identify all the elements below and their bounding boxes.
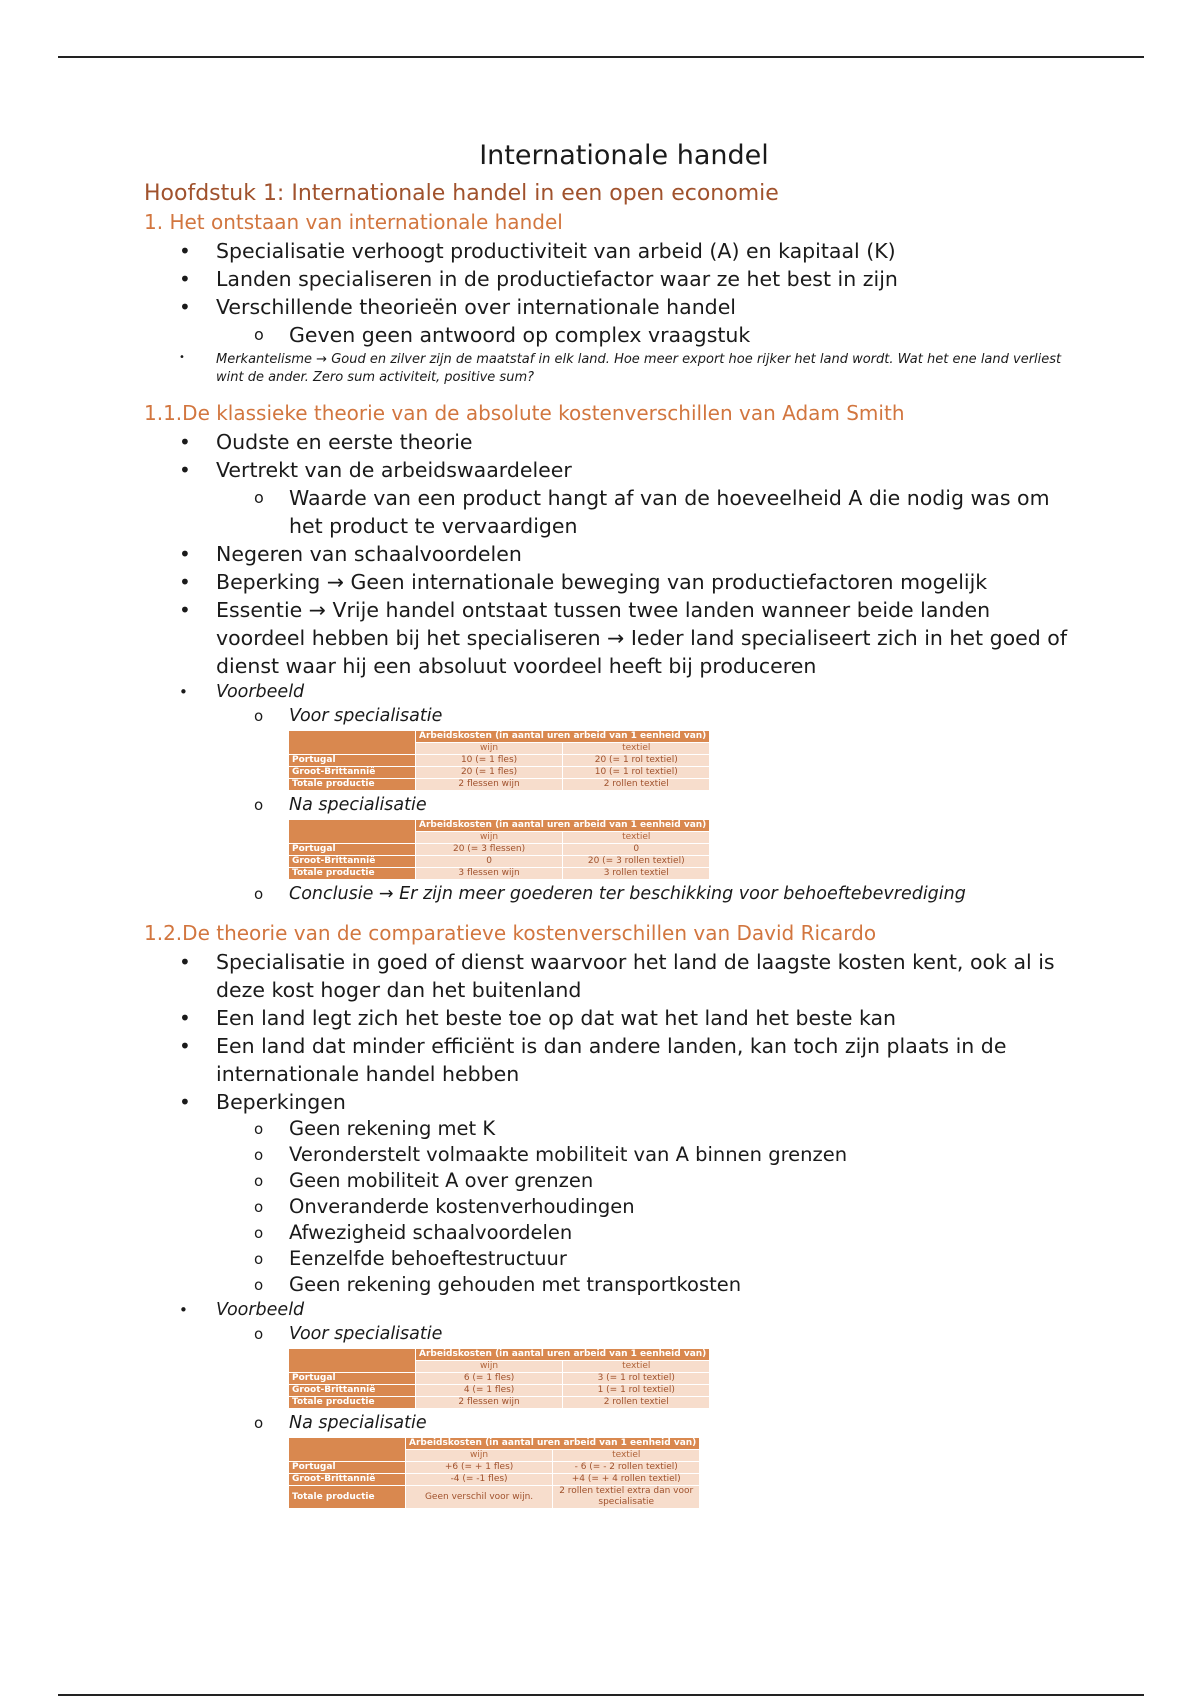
limitation-item: o Geen mobiliteit A over grenzen bbox=[144, 1168, 1074, 1194]
table-cell: - 6 (= - 2 rollen textiel) bbox=[553, 1462, 700, 1474]
row-label: Groot-Brittannië bbox=[289, 767, 416, 779]
table-cell: +6 (= + 1 fles) bbox=[406, 1462, 553, 1474]
table-cell: 2 flessen wijn bbox=[416, 1397, 563, 1409]
table-cell: 2 rollen textiel bbox=[563, 779, 710, 791]
table-corner bbox=[289, 820, 416, 844]
table-cell: 4 (= 1 fles) bbox=[416, 1385, 563, 1397]
ricardo-after-table bbox=[288, 1437, 700, 1509]
row-label: Groot-Brittannië bbox=[289, 856, 416, 868]
table-header: Arbeidskosten (in aantal uren arbeid van 1 eenheid van) bbox=[416, 731, 710, 743]
table-cell: 3 (= 1 rol textiel) bbox=[563, 1373, 710, 1385]
limitation-item: o Veronderstelt volmaakte mobiliteit van A binnen grenzen bbox=[144, 1142, 1074, 1168]
sub-list-item: o Waarde van een product hangt af van de hoeveelheid A die nodig was om het product te vervaardigen bbox=[144, 484, 1074, 540]
section-1-2-list bbox=[144, 948, 1074, 1347]
section-1-heading: 1. Het ontstaan van internationale handel bbox=[144, 210, 563, 234]
table-cell: 20 (= 1 fles) bbox=[416, 767, 563, 779]
adam-smith-after-table bbox=[288, 819, 710, 880]
col-header-wine: wijn bbox=[406, 1450, 553, 1462]
limitation-item: o Geen rekening gehouden met transportkosten bbox=[144, 1272, 1074, 1298]
col-header-wine: wijn bbox=[416, 1361, 563, 1373]
section-1-1-list-after bbox=[144, 793, 1074, 818]
col-header-textile: textiel bbox=[563, 743, 710, 755]
table-cell: -4 (= -1 fles) bbox=[406, 1474, 553, 1486]
table-cell: 20 (= 3 flessen) bbox=[416, 844, 563, 856]
table-cell: 6 (= 1 fles) bbox=[416, 1373, 563, 1385]
table-cell: 20 (= 1 rol textiel) bbox=[563, 755, 710, 767]
list-item: • Beperking → Geen internationale beweging van productiefactoren mogelijk bbox=[144, 568, 1074, 596]
list-item: • Vertrekt van de arbeidswaardeleer bbox=[144, 456, 1074, 484]
list-item: • Oudste en eerste theorie bbox=[144, 428, 1074, 456]
list-item: • Beperkingen bbox=[144, 1088, 1074, 1116]
document-title: Internationale handel bbox=[479, 140, 769, 171]
table-cell: +4 (= + 4 rollen textiel) bbox=[553, 1474, 700, 1486]
col-header-textile: textiel bbox=[563, 1361, 710, 1373]
table-cell: 1 (= 1 rol textiel) bbox=[563, 1385, 710, 1397]
section-1-2-list-after bbox=[144, 1411, 1074, 1436]
list-item: • Specialisatie verhoogt productiviteit van arbeid (A) en kapitaal (K) bbox=[144, 237, 1074, 265]
bottom-rule bbox=[58, 1694, 1144, 1696]
section-1-2-heading: 1.2.De theorie van de comparatieve kostenverschillen van David Ricardo bbox=[144, 921, 877, 945]
row-label: Groot-Brittannië bbox=[289, 1385, 416, 1397]
table-header: Arbeidskosten (in aantal uren arbeid van 1 eenheid van) bbox=[416, 820, 710, 832]
example-label: • Voorbeeld bbox=[144, 680, 1074, 704]
adam-smith-before-table bbox=[288, 730, 710, 791]
row-label: Totale productie bbox=[289, 779, 416, 791]
sub-list-item: o Geven geen antwoord op complex vraagstuk bbox=[144, 321, 1074, 349]
table-cell: 2 rollen textiel bbox=[563, 1397, 710, 1409]
mercantilism-note: • Merkantelisme → Goud en zilver zijn de maatstaf in elk land. Hoe meer export hoe rijker het land wordt. Wat het ene land verliest wint de ander. Zero sum activiteit, positive sum? bbox=[144, 349, 1074, 387]
col-header-textile: textiel bbox=[553, 1450, 700, 1462]
table-corner bbox=[289, 731, 416, 755]
table-cell: 0 bbox=[563, 844, 710, 856]
table-cell: 10 (= 1 fles) bbox=[416, 755, 563, 767]
table-cell: 2 rollen textiel extra dan voor specialisatie bbox=[553, 1486, 700, 1509]
list-item: • Een land dat minder efficiënt is dan andere landen, kan toch zijn plaats in de internationale handel hebben bbox=[144, 1032, 1074, 1088]
after-specialisation-label: o Na specialisatie bbox=[144, 1411, 1074, 1436]
ricardo-before-table bbox=[288, 1348, 710, 1409]
section-1-list bbox=[144, 237, 1074, 387]
table-cell: 10 (= 1 rol textiel) bbox=[563, 767, 710, 779]
table-header: Arbeidskosten (in aantal uren arbeid van 1 eenheid van) bbox=[406, 1438, 700, 1450]
after-specialisation-label: o Na specialisatie bbox=[144, 793, 1074, 818]
table-corner bbox=[289, 1438, 406, 1462]
section-1-1-conclusion-list bbox=[144, 882, 1074, 907]
table-cell: 2 flessen wijn bbox=[416, 779, 563, 791]
list-item: • Negeren van schaalvoordelen bbox=[144, 540, 1074, 568]
list-item: • Een land legt zich het beste toe op dat wat het land het beste kan bbox=[144, 1004, 1074, 1032]
section-1-1-heading: 1.1.De klassieke theorie van de absolute kostenverschillen van Adam Smith bbox=[144, 401, 905, 425]
before-specialisation-label: o Voor specialisatie bbox=[144, 704, 1074, 729]
limitation-item: o Afwezigheid schaalvoordelen bbox=[144, 1220, 1074, 1246]
top-rule bbox=[58, 56, 1144, 58]
table-cell: 20 (= 3 rollen textiel) bbox=[563, 856, 710, 868]
limitation-item: o Geen rekening met K bbox=[144, 1116, 1074, 1142]
col-header-textile: textiel bbox=[563, 832, 710, 844]
row-label: Portugal bbox=[289, 844, 416, 856]
table-corner bbox=[289, 1349, 416, 1373]
table-cell: 3 rollen textiel bbox=[563, 868, 710, 880]
table-header: Arbeidskosten (in aantal uren arbeid van 1 eenheid van) bbox=[416, 1349, 710, 1361]
limitation-item: o Onveranderde kostenverhoudingen bbox=[144, 1194, 1074, 1220]
example-label: • Voorbeeld bbox=[144, 1298, 1074, 1322]
row-label: Portugal bbox=[289, 1373, 416, 1385]
list-item: • Essentie → Vrije handel ontstaat tussen twee landen wanneer beide landen voordeel hebben bij het specialiseren → Ieder land specialiseert zich in het goed of dienst waar hij een absoluut voordeel heeft bij produceren bbox=[144, 596, 1074, 680]
list-item: • Verschillende theorieën over internationale handel bbox=[144, 293, 1074, 321]
col-header-wine: wijn bbox=[416, 832, 563, 844]
table-cell: Geen verschil voor wijn. bbox=[406, 1486, 553, 1509]
list-item: • Landen specialiseren in de productiefactor waar ze het best in zijn bbox=[144, 265, 1074, 293]
conclusion-text: o Conclusie → Er zijn meer goederen ter beschikking voor behoeftebevrediging bbox=[144, 882, 1074, 907]
limitation-item: o Eenzelfde behoeftestructuur bbox=[144, 1246, 1074, 1272]
document-body bbox=[144, 140, 1074, 1511]
row-label: Totale productie bbox=[289, 1486, 406, 1509]
section-1-1-list bbox=[144, 428, 1074, 729]
table-cell: 3 flessen wijn bbox=[416, 868, 563, 880]
row-label: Groot-Brittannië bbox=[289, 1474, 406, 1486]
col-header-wine: wijn bbox=[416, 743, 563, 755]
before-specialisation-label: o Voor specialisatie bbox=[144, 1322, 1074, 1347]
row-label: Portugal bbox=[289, 755, 416, 767]
row-label: Totale productie bbox=[289, 868, 416, 880]
row-label: Totale productie bbox=[289, 1397, 416, 1409]
row-label: Portugal bbox=[289, 1462, 406, 1474]
table-cell: 0 bbox=[416, 856, 563, 868]
chapter-heading: Hoofdstuk 1: Internationale handel in een open economie bbox=[144, 181, 779, 206]
list-item: • Specialisatie in goed of dienst waarvoor het land de laagste kosten kent, ook al is deze kost hoger dan het buitenland bbox=[144, 948, 1074, 1004]
